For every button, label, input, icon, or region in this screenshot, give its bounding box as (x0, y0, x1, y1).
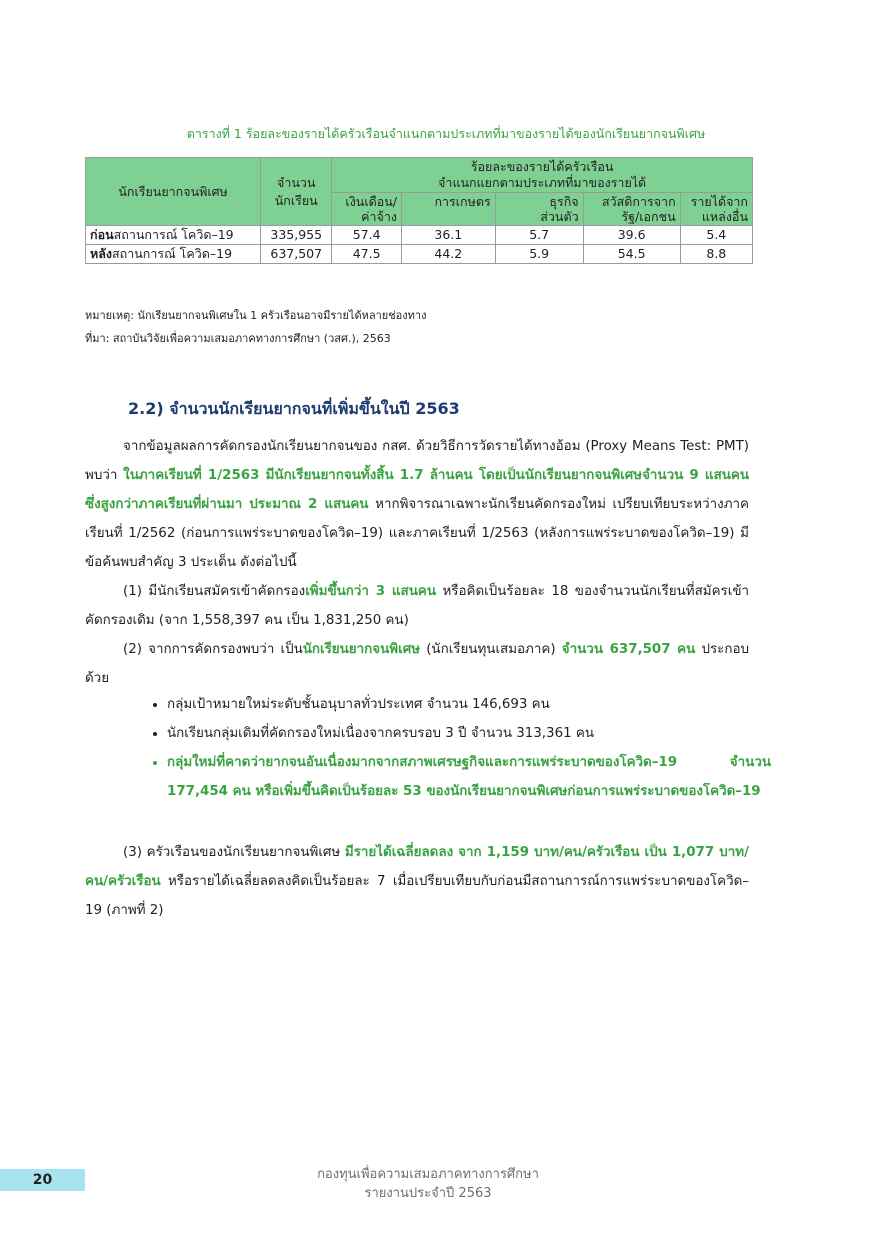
header-count-text: จำนวน นักเรียน (274, 174, 318, 208)
category-header (680, 193, 752, 226)
table-caption: ตารางที่ 1 ร้อยละของรายได้ครัวเรือนจำแนกตามประเภทที่มาของรายได้ของนักเรียนยากจนพิเศษ (186, 126, 706, 141)
header-group (332, 158, 753, 193)
row-label (86, 245, 261, 264)
table-row (86, 226, 753, 245)
category-header (402, 193, 496, 226)
text-run: หรือคิดเป็นร้อยละ 18 ของจำนวนนักเรียนที่สมัครเข้าคัดกรองเดิม (จาก 1,558,397 คน เป็น 1,831,250 คน) (85, 584, 749, 628)
list-item: • กลุ่มเป้าหมายใหม่ระดับชั้นอนุบาลทั่วประเทศ จำนวน 146,693 คน (167, 690, 771, 719)
table-cell: 5.7 (495, 226, 583, 245)
category-label: เงินเดือน/ ค่าจ้าง (345, 194, 397, 224)
highlight-text: จำนวน 637,507 คน (561, 642, 696, 657)
row-label-rest: สถานการณ์ โควิด–19 (112, 246, 233, 261)
category-label: สวัสดิการจาก รัฐ/เอกชน (602, 194, 676, 224)
table-source: ที่มา: สถาบันวิจัยเพื่อความเสมอภาคทางการศึกษา (วสศ.), 2563 (85, 332, 391, 345)
text-run: หรือรายได้เฉลี่ยลดลงคิดเป็นร้อยละ 7 เมื่อเปรียบเทียบกับก่อนมีสถานการณ์การแพร่ระบาดของโควิด–19 (ภาพที่ 2) (85, 874, 749, 918)
text-run: (2) จากการคัดกรองพบว่า เป็น (123, 642, 303, 657)
page-number: 20 (0, 1169, 85, 1191)
table-cell: 39.6 (583, 226, 680, 245)
category-header (495, 193, 583, 226)
text-run: (นักเรียนทุนเสมอภาค) (420, 642, 562, 657)
highlight-text: ในภาคเรียนที่ 1/2563 มีนักเรียนยากจนทั้งสิ้น 1.7 ล้านคน โดยเป็นนักเรียนยากจนพิเศษจำนวน 9 แสนคน ซึ่งสูงกว่าภาคเรียนที่ผ่านมา ประมาณ 2 แสนคน (85, 468, 750, 512)
cell-count: 637,507 (261, 245, 332, 264)
section-title: 2.2) จำนวนนักเรียนยากจนที่เพิ่มขึ้นในปี 2563 (128, 399, 460, 418)
list-item: • นักเรียนกลุ่มเดิมที่คัดกรองใหม่เนื่องจากครบรอบ 3 ปี จำนวน 313,361 คน (167, 719, 771, 748)
category-header (332, 193, 402, 226)
income-table (85, 157, 753, 264)
table-cell: 36.1 (402, 226, 496, 245)
row-label (86, 226, 261, 245)
table-cell: 5.9 (495, 245, 583, 264)
paragraph-finding-1 (85, 577, 749, 635)
table-cell: 54.5 (583, 245, 680, 264)
header-count (261, 158, 332, 226)
highlight-text: เพิ่มขึ้นกว่า 3 แสนคน (305, 584, 436, 599)
text-run: หากพิจารณาเฉพาะนักเรียนคัดกรองใหม่ เปรียบเทียบระหว่างภาคเรียนที่ 1/2562 (ก่อนการแพร่ระบาดของโควิด–19) และภาคเรียนที่ 1/2563 (หลังการแพร่ระบาดของโควิด–19) มีข้อค้นพบสำคัญ 3 ประเด็น ดังต่อไปนี้ (85, 497, 749, 570)
highlight-text: มีรายได้เฉลี่ยลดลง จาก 1,159 บาท/คน/ครัวเรือน เป็น 1,077 บาท/คน/ครัวเรือน (85, 845, 749, 889)
table-note: หมายเหตุ: นักเรียนยากจนพิเศษใน 1 ครัวเรือนอาจมีรายได้หลายช่องทาง (85, 309, 427, 322)
header-student: นักเรียนยากจนพิเศษ (86, 158, 261, 226)
category-label: การเกษตร (434, 194, 491, 209)
paragraph-intro (85, 432, 749, 577)
text-run: (1) มีนักเรียนสมัครเข้าคัดกรอง (123, 584, 306, 599)
category-label: รายได้จาก แหล่งอื่น (690, 194, 748, 224)
row-label-bold: หลัง (90, 246, 113, 261)
table-cell: 8.8 (680, 245, 752, 264)
table-cell: 57.4 (332, 226, 402, 245)
row-label-bold: ก่อน (90, 227, 114, 242)
cell-count: 335,955 (261, 226, 332, 245)
footer-report: รายงานประจำปี 2563 (364, 1186, 492, 1201)
text-run: ประกอบด้วย (85, 642, 749, 686)
paragraph-finding-2 (85, 635, 749, 693)
table-cell: 44.2 (402, 245, 496, 264)
category-label: ธุรกิจ ส่วนตัว (540, 194, 579, 224)
table-cell: 47.5 (332, 245, 402, 264)
highlight-text: นักเรียนยากจนพิเศษ (302, 642, 421, 657)
header-group-text: ร้อยละของรายได้ครัวเรือน จำแนกแยกตามประเภทที่มาของรายได้ (438, 159, 647, 190)
bullet-list (145, 690, 771, 806)
list-item: • กลุ่มใหม่ที่คาดว่ายากจนอันเนื่องมากจากสภาพเศรษฐกิจและการแพร่ระบาดของโควิด–19 จำนวน 177,454 คน หรือเพิ่มขึ้นคิดเป็นร้อยละ 53 ของนักเรียนยากจนพิเศษก่อนการแพร่ระบาดของโควิด–19 (167, 748, 771, 806)
table-cell: 5.4 (680, 226, 752, 245)
row-label-rest: สถานการณ์ โควิด–19 (113, 227, 234, 242)
table-row (86, 245, 753, 264)
footer-org: กองทุนเพื่อความเสมอภาคทางการศึกษา (317, 1167, 539, 1182)
category-header (583, 193, 680, 226)
text-run: (3) ครัวเรือนของนักเรียนยากจนพิเศษ (123, 845, 345, 860)
paragraph-finding-3 (85, 838, 749, 925)
text-run: จากข้อมูลผลการคัดกรองนักเรียนยากจนของ กสศ. ด้วยวิธีการวัดรายได้ทางอ้อม (Proxy Means Test: PMT) พบว่า (85, 439, 749, 483)
